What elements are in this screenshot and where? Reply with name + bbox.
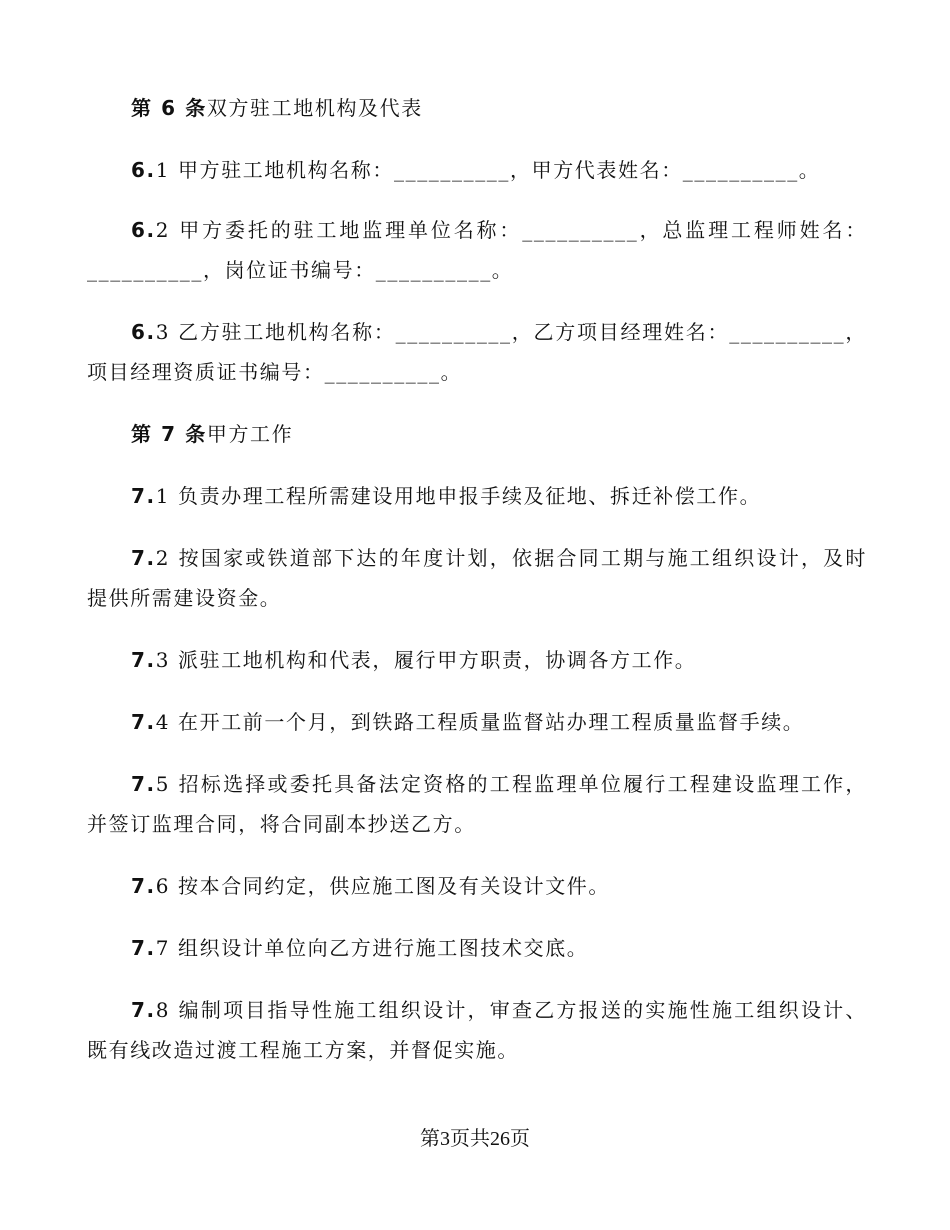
clause-number: 7.	[131, 648, 156, 672]
article-6-heading	[87, 88, 867, 128]
clause-7-8	[87, 990, 867, 1070]
clause-7-4	[87, 702, 867, 742]
clause-number: 6.	[131, 320, 156, 344]
article-7-heading	[87, 414, 867, 454]
clause-text: 3 乙方驻工地机构名称：__________，乙方项目经理姓名：__________，项目经理资质证书编号：__________。	[87, 320, 867, 384]
clause-number: 7.	[131, 546, 156, 570]
clause-text: 3 派驻工地机构和代表，履行甲方职责，协调各方工作。	[155, 648, 697, 672]
clause-number: 7.	[131, 874, 156, 898]
clause-6-3	[87, 312, 867, 392]
clause-6-1	[87, 150, 867, 190]
clause-text: 7 组织设计单位向乙方进行施工图技术交底。	[155, 936, 589, 960]
clause-text: 1 负责办理工程所需建设用地申报手续及征地、拆迁补偿工作。	[155, 484, 762, 508]
article-title: 双方驻工地机构及代表	[206, 96, 423, 120]
clause-number: 7.	[131, 772, 156, 796]
clause-7-3	[87, 640, 867, 680]
clause-number: 6.	[131, 158, 156, 182]
clause-text: 5 招标选择或委托具备法定资格的工程监理单位履行工程建设监理工作，并签订监理合同，将合同副本抄送乙方。	[87, 772, 867, 836]
clause-7-2	[87, 538, 867, 618]
clause-7-5	[87, 764, 867, 844]
clause-7-6	[87, 866, 867, 906]
clause-text: 2 按国家或铁道部下达的年度计划，依据合同工期与施工组织设计，及时提供所需建设资金。	[87, 546, 867, 610]
clause-number: 7.	[131, 936, 156, 960]
clause-text: 8 编制项目指导性施工组织设计，审查乙方报送的实施性施工组织设计、既有线改造过渡工程施工方案，并督促实施。	[87, 998, 867, 1062]
clause-text: 4 在开工前一个月，到铁路工程质量监督站办理工程质量监督手续。	[155, 710, 805, 734]
clause-text: 6 按本合同约定，供应施工图及有关设计文件。	[155, 874, 611, 898]
article-number: 第 7 条	[131, 422, 207, 446]
clause-text: 1 甲方驻工地机构名称：__________，甲方代表姓名：__________。	[155, 158, 821, 182]
clause-text: 2 甲方委托的驻工地监理单位名称：__________，总监理工程师姓名：__________，岗位证书编号：__________。	[87, 218, 867, 282]
clause-6-2	[87, 210, 867, 290]
article-number: 第 6 条	[131, 96, 207, 120]
clause-7-7	[87, 928, 867, 968]
clause-7-1	[87, 476, 867, 516]
clause-number: 7.	[131, 998, 156, 1022]
clause-number: 7.	[131, 484, 156, 508]
page-number-footer: 第3页共26页	[420, 1128, 530, 1150]
clause-number: 7.	[131, 710, 156, 734]
clause-number: 6.	[131, 218, 156, 242]
article-title: 甲方工作	[206, 422, 294, 446]
